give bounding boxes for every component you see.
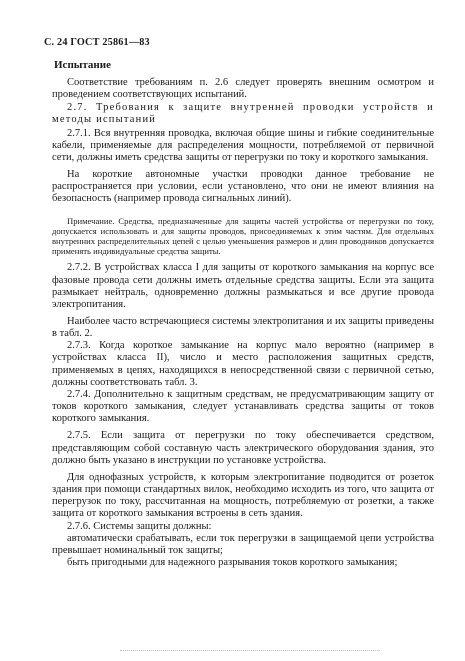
paragraph-single-phase: Для однофазных устройств, к которым электропитание подводится от розеток здания при помощи стандартных вилок, необходимо исходить из того, что защита от перегрузок по току, рассчитанная на мощность, потребляемую от розетки, а также защита от короткого замыкания встроены в сеть здания.: [52, 471, 434, 520]
clause-2-7-4: 2.7.4. Дополнительно к защитным средствам, не предусматривающим защиту от токов короткого замыкания, следует устанавливать средства защиты от токов короткого замыкания.: [52, 388, 434, 425]
page-bottom-edge: [120, 650, 380, 651]
paragraph-short-wiring: На короткие автономные участки проводки данное требование не распространяется при условии, если установлено, что они не имеют влияния на безопасность (например провода сигнальных линий).: [52, 169, 434, 205]
list-item-auto-trip: автоматически срабатывать, если ток перегрузки в защищаемой цепи устройства превышает номинальный ток защиты;: [52, 532, 434, 556]
page-header: С. 24 ГОСТ 25861—83: [44, 37, 150, 48]
paragraph-power-systems: Наиболее часто встречающиеся системы электропитания и их защиты приведены в табл. 2.: [52, 316, 434, 340]
section-title: Испытание: [54, 59, 111, 71]
paragraph-inspection: Соответствие требованиям п. 2.6 следует проверять внешним осмотром и проведением соответствующих испытаний.: [52, 77, 434, 101]
document-body: [52, 59, 434, 569]
clause-2-7-5: 2.7.5. Если защита от перегрузки по току обеспечивается средством, представляющим собой составную часть электрического оборудования здания, это должно быть указано в инструкции по установке устройства.: [52, 430, 434, 466]
clause-2-7-1: 2.7.1. Вся внутренняя проводка, включая общие шины и гибкие соединительные кабели, применяемые для распределения мощности, потребляемой от первичной сети, должны иметь средства защиты от перегрузки по току и короткого замыкания.: [52, 127, 434, 163]
clause-2-7-6: 2.7.6. Системы защиты должны:: [67, 520, 212, 532]
list-item-breaking-capacity: быть пригодными для надежного разрывания токов короткого замыкания;: [67, 556, 398, 568]
clause-2-7-heading: 2.7. Требования к защите внутренней проводки устройств и методы испытаний: [52, 102, 434, 126]
clause-2-7-3: 2.7.3. Когда короткое замыкание на корпус мало вероятно (например в устройствах класса II), число и место расположения защитных средств, применяемых в цепях, находящихся в непосредственной связи с первичной сетью, должны соответствовать табл. 3.: [52, 340, 434, 388]
note-paragraph: Примечание. Средства, предназначенные для защиты частей устройства от перегрузки по току, допускается использовать и для защиты проводов, присоединяемых к этим частям. Для отдельных внутренних распределительных цепей с целью уменьшения размеров и длин проводников допускается применять индивидуальные средства защиты.: [52, 215, 434, 257]
clause-2-7-2: 2.7.2. В устройствах класса I для защиты от короткого замыкания на корпус все фазовые провода сети должны иметь отдельные средства защиты. Если эта защита размыкает нейтраль, одновременно должны размыкаться и все другие провода электропитания.: [52, 262, 434, 310]
